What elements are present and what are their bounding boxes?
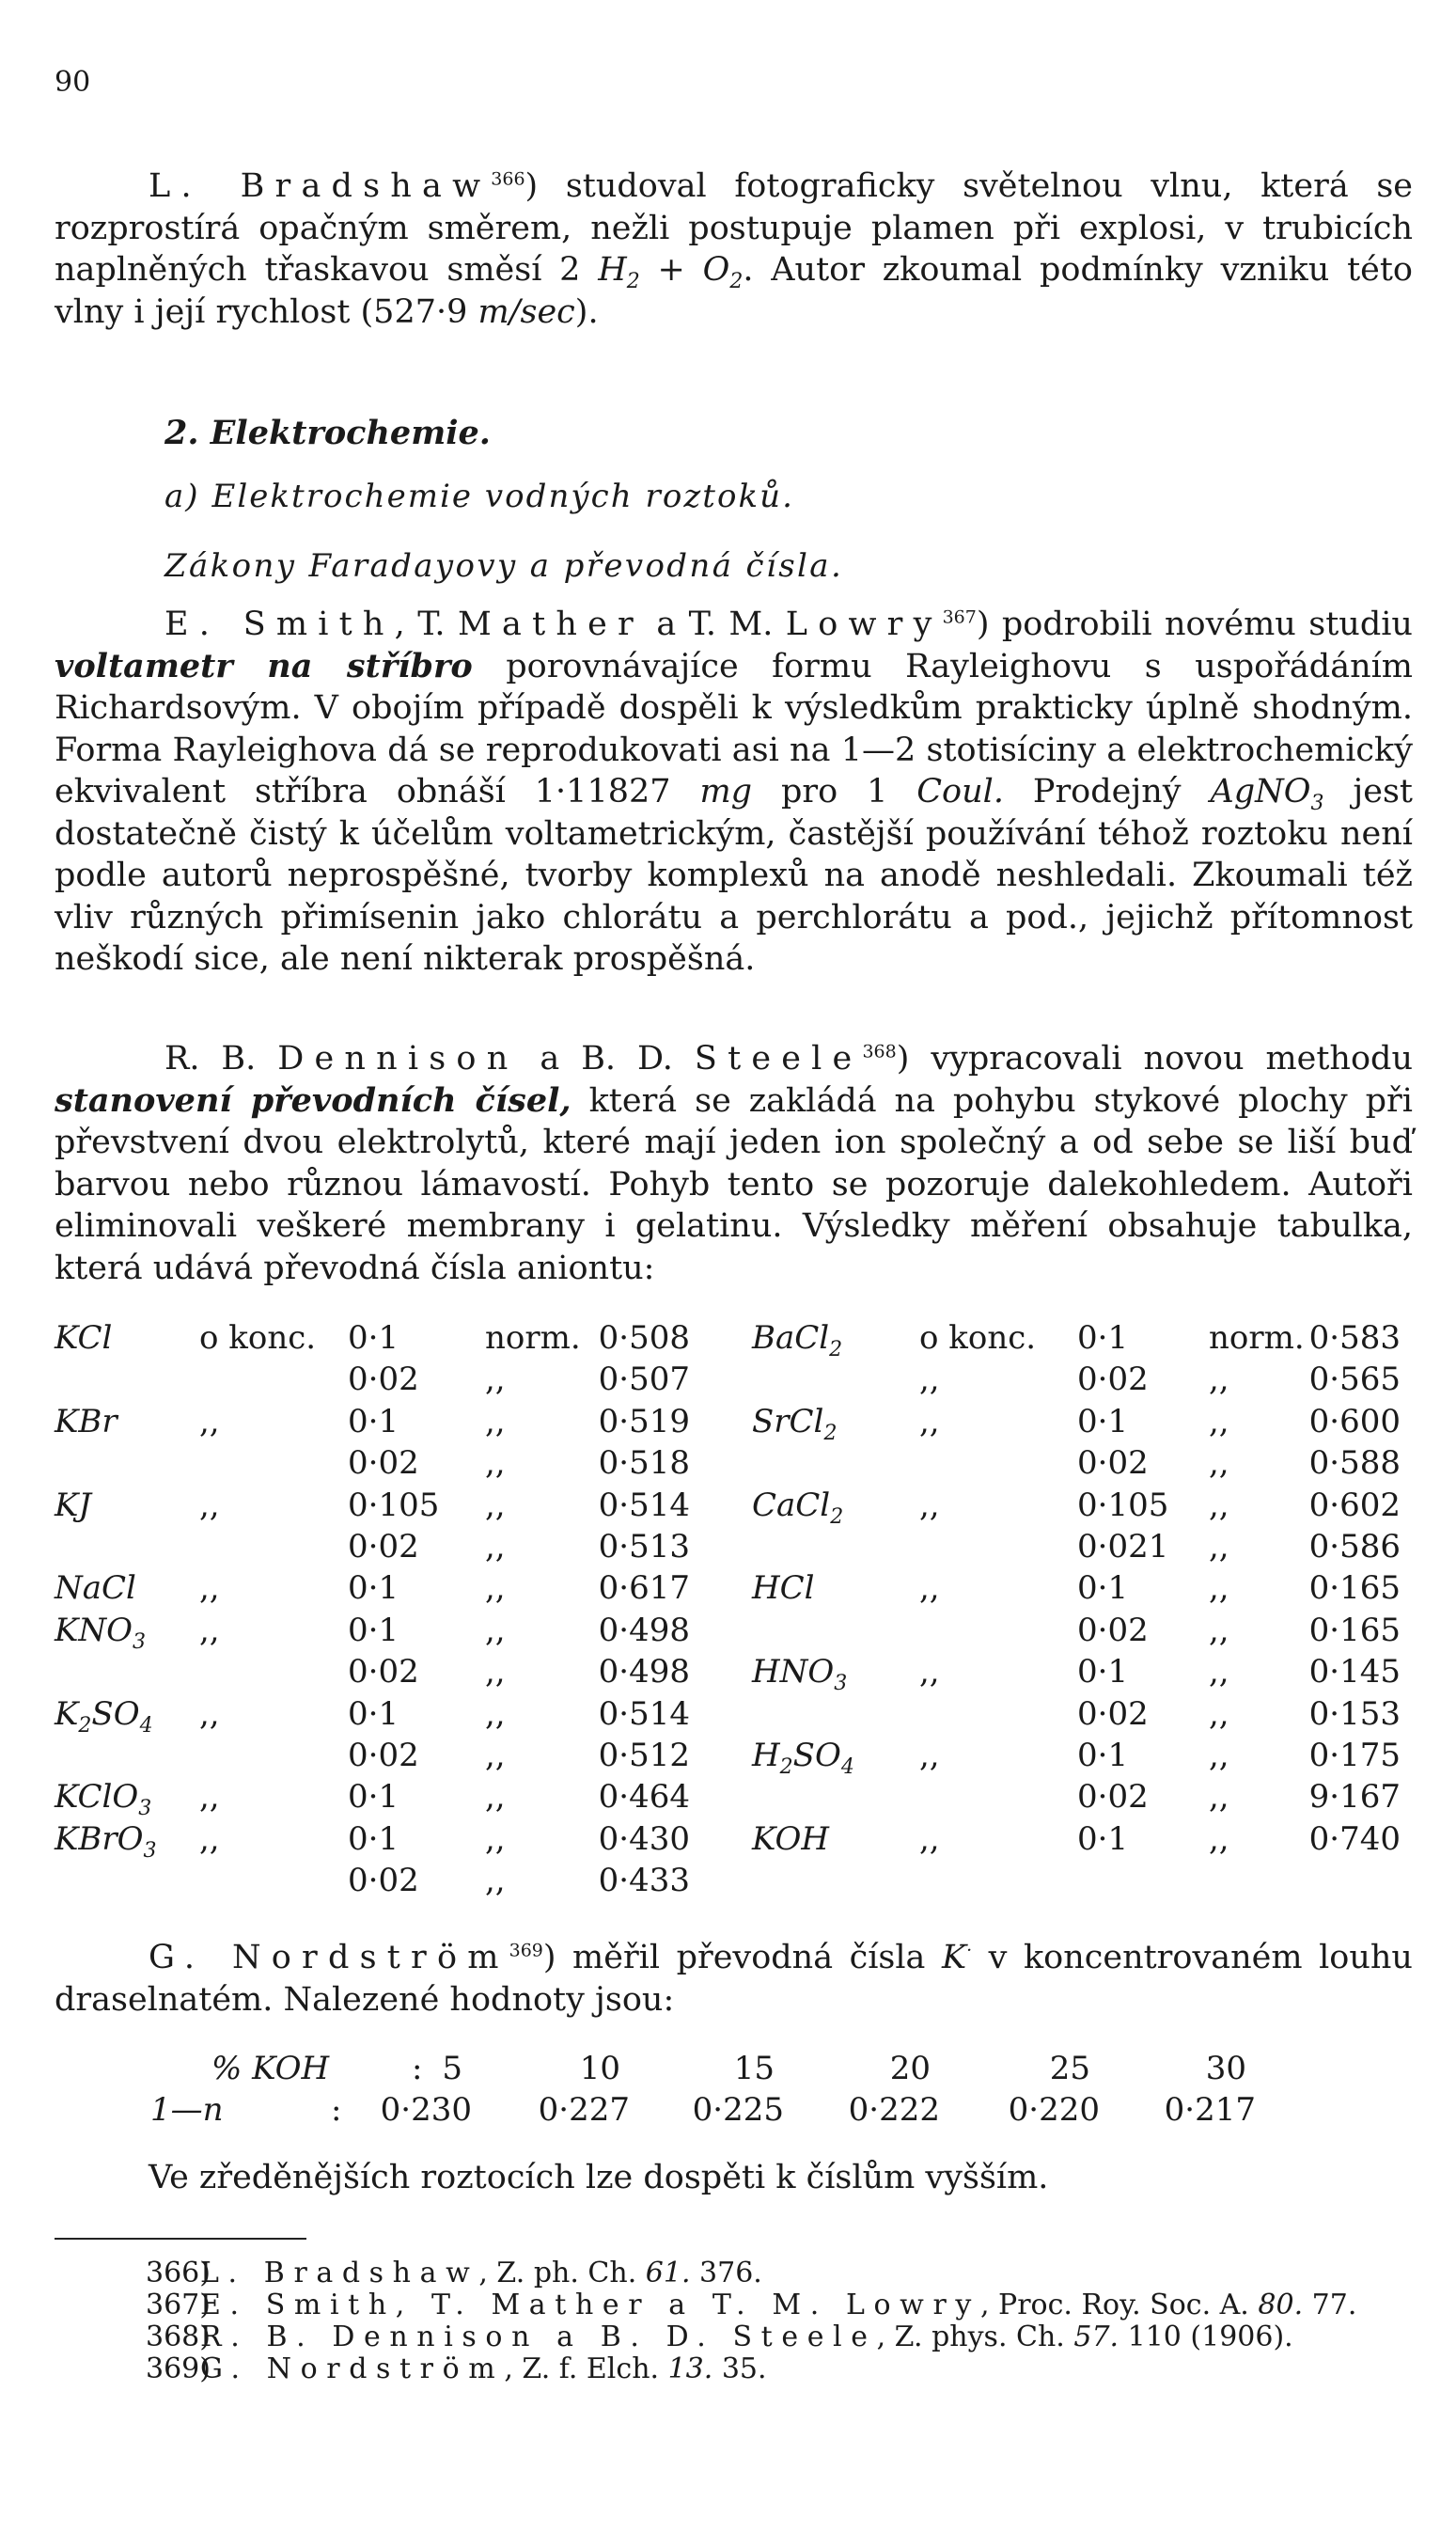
salt-formula: KBrO$_3$: [55, 1819, 157, 1863]
footnote-mark: 369): [146, 2352, 211, 2385]
concentration: 0·02: [1077, 1361, 1149, 1399]
salt-subscript: 2: [78, 1713, 92, 1738]
unit: ,,: [1209, 1778, 1229, 1817]
salt-formula: KCl: [55, 1319, 113, 1357]
koh-concentration: 25: [1049, 2050, 1090, 2087]
conc-mark: ,,: [199, 1778, 220, 1817]
transference-number: 9·167: [1308, 1778, 1401, 1817]
footnote-mark: 368): [146, 2321, 211, 2353]
concentration: 0·02: [348, 1737, 419, 1774]
conc-mark: ,,: [919, 1653, 940, 1691]
concentration: 0·1: [1077, 1319, 1129, 1357]
concentration: 0·1: [1077, 1402, 1129, 1440]
salt-formula: BaCl$_2$: [752, 1319, 843, 1361]
table-row: [0, 1653, 1456, 1694]
salt-subscript: 3: [143, 1838, 157, 1863]
unit: ,,: [1209, 1486, 1229, 1524]
salt-formula: $HNO_3$: [752, 1653, 848, 1695]
concentration: 0·02: [348, 1653, 419, 1691]
transference-number: 0·588: [1308, 1444, 1401, 1483]
unit: norm.: [485, 1319, 581, 1357]
concentration: 0·1: [348, 1319, 399, 1357]
table-row: [0, 1403, 1456, 1444]
table-row: [0, 1695, 1456, 1737]
koh-transference: 0·225: [692, 2091, 784, 2129]
salt-formula: KBr: [55, 1402, 117, 1440]
ref-367: 367: [942, 606, 977, 628]
author-dennison: Dennison: [277, 1040, 519, 1078]
salt-subscript: 3: [133, 1629, 147, 1654]
transference-number: 0·617: [598, 1569, 690, 1608]
conc-mark: ,,: [199, 1486, 220, 1524]
unit: ,,: [485, 1737, 506, 1774]
concentration: 0·1: [348, 1611, 399, 1649]
unit: ,,: [485, 1653, 506, 1691]
paragraph-nordstrom: [55, 1937, 1413, 2021]
footnote-page: 376.: [690, 2257, 762, 2289]
concentration: 0·1: [1077, 1653, 1129, 1691]
koh-sep-2: :: [331, 2091, 342, 2129]
author-steele: Steele: [694, 1040, 863, 1078]
koh-concentration: 15: [733, 2050, 775, 2087]
salt-subscript: 4: [840, 1754, 854, 1779]
conc-mark: ,,: [919, 1819, 940, 1858]
footnote: [146, 2321, 1293, 2353]
salt-formula: KJ: [55, 1486, 92, 1524]
table-row: [0, 1361, 1456, 1402]
author-mather: Mather: [457, 606, 644, 643]
salt-formula: KClO$_3$: [55, 1778, 152, 1821]
unit: ,,: [485, 1778, 506, 1817]
unit: ,,: [1209, 1402, 1229, 1440]
salt-subscript: 3: [834, 1671, 848, 1695]
author-lowry: Lowry: [785, 606, 943, 643]
page-number: 90: [55, 66, 91, 99]
ref-369: 369: [509, 1940, 543, 1961]
footnote-author: E. Smith, T. Mather a T. M. Lowry: [200, 2289, 980, 2321]
table-row: [0, 1569, 1456, 1611]
transference-number: 0·498: [598, 1653, 690, 1691]
transference-number: 0·145: [1308, 1653, 1401, 1691]
paragraph-smith: [55, 604, 1413, 981]
koh-transference: 0·230: [380, 2091, 472, 2129]
table-row: [0, 1778, 1456, 1819]
subsection-title: a) Elektrochemie vodných roztoků.: [164, 478, 794, 515]
salt-formula: CaCl$_2$: [752, 1486, 844, 1529]
concentration: 0·1: [1077, 1819, 1129, 1858]
concentration: 0·1: [348, 1778, 399, 1817]
transference-number: 0·518: [598, 1444, 690, 1483]
dennison-text-b: která se zakládá na pohybu stykové plochy při převstvení dvou elektrolytů, které mají jeden ion společný a od sebe se liší buď barvou nebo různou lámavostí. Pohyb tento se pozoruje dalekohledem. Autoři eliminovali veškeré membrany i gelatinu. Výsledky měření obsahuje tabulka, která udává převodná čísla aniontu:: [55, 1081, 1413, 1287]
unit: ,,: [1209, 1653, 1229, 1691]
transference-number: 0·165: [1308, 1569, 1401, 1608]
author-smith: E. Smith: [164, 606, 395, 643]
footnote-page: 110 (1906).: [1119, 2321, 1293, 2353]
koh-concentration: 30: [1205, 2050, 1246, 2087]
bradshaw-text-c: ).: [574, 292, 599, 331]
koh-label: % KOH: [211, 2050, 330, 2087]
unit: ,,: [485, 1694, 506, 1733]
section-title: 2. Elektrochemie.: [164, 414, 491, 452]
transference-number: 0·498: [598, 1611, 690, 1649]
unit: ,,: [1209, 1528, 1229, 1565]
footnote-volume: 80.: [1258, 2289, 1304, 2321]
salt-subscript: 2: [830, 1504, 844, 1529]
footnote-author: R. B. Dennison a B. D. Steele: [200, 2321, 877, 2353]
concentration: 0·02: [348, 1528, 419, 1565]
conc-mark: ,,: [919, 1486, 940, 1524]
unit: ,,: [485, 1444, 506, 1483]
transference-number: 0·175: [1308, 1737, 1401, 1774]
unit: ,,: [485, 1611, 506, 1649]
concentration: 0·021: [1077, 1528, 1169, 1565]
smith-text-a: ) podrobili novému studiu: [976, 606, 1413, 643]
transference-number: 0·433: [598, 1862, 690, 1900]
table-row: [0, 1487, 1456, 1528]
transference-number: 0·464: [598, 1778, 690, 1817]
footnote-source: , Z. f. Elch.: [504, 2352, 668, 2385]
concentration: 0·1: [1077, 1737, 1129, 1774]
smith-text-d: Prodejný: [1003, 773, 1182, 810]
transference-number: 0·602: [1308, 1486, 1401, 1524]
koh-transference: 0·220: [1008, 2091, 1100, 2129]
dennison-text-a: ) vypracovali novou methodu: [896, 1040, 1413, 1078]
conc-mark: ,,: [199, 1611, 220, 1649]
transference-number: 0·507: [598, 1361, 690, 1399]
transference-table: [0, 1319, 1456, 1917]
smith-text-e: jest dostatečně čistý k účelům voltametrickým, častější používání téhož roztoku není podle autorů neprospěšné, tvorby komplexů na anodě neshledali. Zkoumali též vliv různých přimísenin jako chlorátu a perchlorátu a pod., jejichž přítomnost neškodí sice, ale není nikterak prospěšná.: [55, 773, 1413, 978]
concentration: 0·1: [348, 1694, 399, 1733]
concentration: 0·02: [1077, 1444, 1149, 1483]
subsection-laws: Zákony Faradayovy a převodná čísla.: [164, 547, 844, 585]
conc-mark: ,,: [199, 1402, 220, 1440]
nordstrom-text-a: ) měřil převodná čísla: [542, 1939, 926, 1976]
unit: ,,: [485, 1486, 506, 1524]
table-row: [0, 1319, 1456, 1361]
concentration: 0·02: [1077, 1694, 1149, 1733]
transference-number: 0·586: [1308, 1528, 1401, 1565]
bradshaw-text-b: Autor zkoumal podmínky vzniku této vlny i její rychlost (527·9: [55, 251, 1413, 331]
transference-number: 0·430: [598, 1819, 690, 1858]
conc-mark: ,,: [919, 1361, 940, 1399]
term-stanoveni: stanovení převodních čísel,: [55, 1080, 571, 1120]
transference-number: 0·514: [598, 1486, 690, 1524]
conc-mark: ,,: [919, 1569, 940, 1608]
unit: ,,: [485, 1402, 506, 1440]
transference-number: 0·508: [598, 1319, 690, 1357]
unit-coul: Coul.: [916, 773, 1004, 810]
closing-sentence: [55, 2157, 1413, 2199]
conc-mark: ,,: [199, 1694, 220, 1733]
koh-concentration: 5: [442, 2050, 462, 2087]
author-bradshaw: L. Bradshaw: [149, 167, 492, 205]
ref-368: 368: [862, 1041, 897, 1062]
unit: ,,: [485, 1569, 506, 1608]
footnote-page: 35.: [712, 2352, 767, 2385]
koh-concentration: 10: [579, 2050, 620, 2087]
footnote: [146, 2352, 767, 2385]
closing-text: Ve zředěnějších roztocích lze dospěti k číslům vyšším.: [149, 2159, 1049, 2196]
conc-mark: ,,: [919, 1737, 940, 1774]
conc-mark: o konc.: [919, 1319, 1037, 1357]
salt-formula: NaCl: [55, 1569, 136, 1608]
table-row: [0, 1737, 1456, 1778]
smith-text-c: pro 1: [752, 773, 888, 810]
salt-formula: $KNO_3$: [55, 1611, 147, 1654]
koh-transference: 0·227: [538, 2091, 630, 2129]
salt-formula: SrCl$_2$: [752, 1402, 838, 1445]
footnote: [146, 2289, 1356, 2321]
koh-sep-1: :: [412, 2050, 423, 2087]
formula-agno3: AgNO$_3$: [1210, 773, 1324, 815]
smith-text-b: porovnávajíce formu Rayleighovu s uspořádáním Richardsovým. V obojím případě dospěli k výsledkům prakticky úplně shodným. Forma Rayleighova dá se reprodukovati asi na 1—2 stotisíciny a elektrochemický ekvivalent stříbra obnáší 1·11827: [55, 647, 1413, 810]
unit: ,,: [1209, 1737, 1229, 1774]
footnote-mark: 367): [146, 2289, 211, 2321]
author-sep-2: a T. M.: [643, 606, 774, 643]
salt-formula: KOH: [752, 1819, 830, 1858]
unit: ,,: [1209, 1361, 1229, 1399]
table-row: [0, 1528, 1456, 1569]
transference-number: 0·519: [598, 1402, 690, 1440]
concentration: 0·02: [348, 1361, 419, 1399]
footnote: [146, 2257, 762, 2289]
salt-formula: HCl: [752, 1569, 815, 1608]
paragraph-bradshaw: L. Bradshaw$^{366}$) studoval fotograficky světelnou vlnu, která se rozprostírá opačným směrem, nežli postupuje plamen při explosi, v trubicích naplněných třaskavou směsí 2 $H_2 + O_2$. Autor zkoumal podmínky vzniku této vlny i její rychlost (527·9 m/sec).: [55, 167, 1413, 331]
ion-k-text: K: [941, 1939, 967, 1976]
transference-number: 0·513: [598, 1528, 690, 1565]
salt-subscript: 3: [138, 1797, 152, 1821]
concentration: 0·105: [1077, 1486, 1169, 1524]
transference-number: 0·512: [598, 1737, 690, 1774]
footnote-author: L. Bradshaw: [200, 2257, 479, 2289]
footnote-source: , Z. ph. Ch.: [478, 2257, 646, 2289]
salt-subscript: 2: [823, 1421, 838, 1445]
unit: ,,: [1209, 1444, 1229, 1483]
footnote-volume: 13.: [667, 2352, 713, 2385]
koh-concentration-row: [0, 2050, 1456, 2091]
formula-h2-o2: $H_2 + O_2$: [598, 251, 744, 293]
transference-number: 0·565: [1308, 1361, 1401, 1399]
koh-transference: 0·217: [1164, 2091, 1256, 2129]
nordstrom-text-b: v koncentrovaném louhu draselnatém. Nalezené hodnoty jsou:: [55, 1939, 1413, 2019]
concentration: 0·105: [348, 1486, 440, 1524]
footnote-author: G. Nordström: [200, 2352, 505, 2385]
footnote-volume: 61.: [645, 2257, 691, 2289]
concentration: 0·02: [348, 1862, 419, 1900]
author-sep-1: , T.: [394, 606, 446, 643]
table-row: [0, 1612, 1456, 1653]
author-sep-3: a B. D.: [518, 1040, 673, 1078]
footnote-volume: 57.: [1073, 2321, 1119, 2353]
formula-agno3-text: AgNO: [1210, 773, 1311, 810]
unit: ,,: [1209, 1694, 1229, 1733]
concentration: 0·1: [348, 1402, 399, 1440]
concentration: 0·02: [1077, 1611, 1149, 1649]
unit: ,,: [485, 1361, 506, 1399]
transference-number: 0·583: [1308, 1319, 1401, 1357]
unit-m-sec: m/sec: [478, 292, 575, 331]
table-row: [0, 1444, 1456, 1486]
unit: ,,: [1209, 1819, 1229, 1858]
transference-number: 0·153: [1308, 1694, 1401, 1733]
transference-number: 0·514: [598, 1694, 690, 1733]
ref-366: 366: [491, 168, 525, 190]
footnote-page: 77.: [1303, 2289, 1357, 2321]
concentration: 0·1: [348, 1819, 399, 1858]
author-rb: R. B.: [164, 1040, 257, 1078]
table-row: [0, 1862, 1456, 1903]
concentration: 0·1: [1077, 1569, 1129, 1608]
koh-value-row: [0, 2091, 1456, 2132]
transference-number: 0·165: [1308, 1611, 1401, 1649]
salt-subscript: 2: [829, 1337, 843, 1361]
conc-mark: ,,: [199, 1569, 220, 1608]
author-nordstrom: G. Nordström: [149, 1939, 509, 1976]
koh-transference: 0·222: [848, 2091, 940, 2129]
conc-mark: o konc.: [199, 1319, 317, 1357]
unit: ,,: [485, 1819, 506, 1858]
concentration: 0·02: [348, 1444, 419, 1483]
ion-k: K·: [941, 1939, 973, 1976]
transference-label: 1—n: [150, 2091, 224, 2129]
unit: norm.: [1209, 1319, 1305, 1357]
table-row: [0, 1820, 1456, 1862]
unit: ,,: [485, 1528, 506, 1565]
conc-mark: ,,: [919, 1402, 940, 1440]
transference-number: 0·600: [1308, 1402, 1401, 1440]
footnote-mark: 366): [146, 2257, 211, 2289]
footnote-source: , Proc. Roy. Soc. A.: [979, 2289, 1259, 2321]
footnote-source: , Z. phys. Ch.: [876, 2321, 1074, 2353]
footnote-rule: [55, 2238, 306, 2240]
salt-formula: $K_2SO_4$: [55, 1694, 153, 1738]
salt-subscript: 4: [139, 1713, 153, 1738]
unit: ,,: [485, 1862, 506, 1900]
bradshaw-text-a: ) studoval fotograficky světelnou vlnu, která se rozprostírá opačným směrem, nežli postupuje plamen při explosi, v trubicích naplněných třaskavou směsí 2: [55, 167, 1413, 289]
unit: ,,: [1209, 1569, 1229, 1608]
conc-mark: ,,: [199, 1819, 220, 1858]
unit-mg: mg: [699, 773, 753, 810]
koh-concentration: 20: [889, 2050, 931, 2087]
paragraph-dennison: [55, 1038, 1413, 1289]
concentration: 0·1: [348, 1569, 399, 1608]
concentration: 0·02: [1077, 1778, 1149, 1817]
transference-number: 0·740: [1308, 1819, 1401, 1858]
salt-subscript: 2: [779, 1754, 793, 1779]
term-voltametr: voltametr na stříbro: [55, 646, 473, 685]
salt-formula: $H_2SO_4$: [752, 1737, 854, 1779]
unit: ,,: [1209, 1611, 1229, 1649]
